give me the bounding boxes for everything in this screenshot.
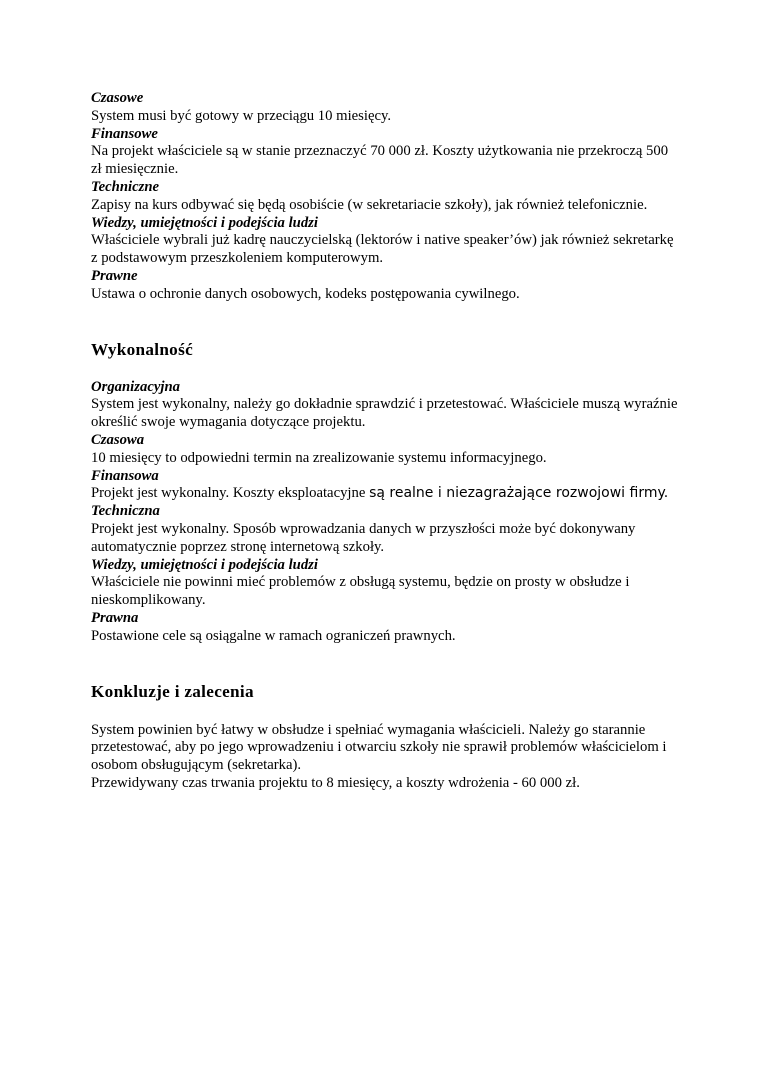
paragraph-konkluzje-1: System powinien być łatwy w obsłudze i spełniać wymagania właścicieli. Należy go starannie przetestować, aby po jego wprowadzeniu i otwarciu szkoły nie sprawił problemów właścicielom i osobom obsługującym (sekretarka). [91, 721, 667, 774]
paragraph-finansowe: Na projekt właściciele są w stanie przeznaczyć 70 000 zł. Koszty użytkowania nie przekroczą 500 zł miesięcznie. [91, 143, 669, 178]
paragraph-czasowa: 10 miesięcy to odpowiedni termin na zrealizowanie systemu informacyjnego. [91, 449, 547, 466]
paragraph-techniczne: Zapisy na kurs odbywać się będą osobiście (w sekretariacie szkoły), jak również telefonicznie. [91, 196, 648, 213]
paragraph-wiedzy-2: Właściciele nie powinni mieć problemów z obsługą systemu, będzie on prosty w obsłudze i nieskomplikowany. [91, 574, 630, 609]
subheading-techniczna: Techniczna [91, 503, 160, 520]
subheading-prawna: Prawna [91, 609, 139, 626]
subheading-organizacyjna: Organizacyjna [91, 378, 180, 395]
subheading-techniczne: Techniczne [91, 178, 160, 195]
heading-wykonalnosc: Wykonalność [91, 339, 193, 359]
paragraph-organizacyjna: System jest wykonalny, należy go dokładnie sprawdzić i przetestować. Właściciele muszą wyraźnie określić swoje wymagania dotyczące projektu. [91, 396, 678, 431]
paragraph-konkluzje-2: Przewidywany czas trwania projektu to 8 miesięcy, a koszty wdrożenia - 60 000 zł. [91, 774, 580, 791]
paragraph-prawna: Postawione cele są osiągalne w ramach ograniczeń prawnych. [91, 627, 456, 644]
subheading-finansowe: Finansowe [91, 125, 158, 142]
paragraph-wiedzy: Właściciele wybrali już kadrę nauczycielską (lektorów i native speaker’ów) jak również sekretarkę z podstawowym przeszkoleniem komputerowym. [91, 232, 674, 267]
finansowa-text-serif: Projekt jest wykonalny. Koszty eksploatacyjne [91, 485, 370, 502]
subheading-finansowa: Finansowa [91, 467, 159, 484]
paragraph-prawne: Ustawa o ochronie danych osobowych, kodeks postępowania cywilnego. [91, 285, 520, 302]
subheading-prawne: Prawne [91, 267, 138, 284]
subheading-wiedzy: Wiedzy, umiejętności i podejścia ludzi [91, 214, 318, 231]
paragraph-czasowe: System musi być gotowy w przeciągu 10 miesięcy. [91, 107, 392, 124]
finansowa-text-sans: są realne i niezagrażające rozwojowi firmy. [369, 485, 669, 502]
paragraph-techniczna: Projekt jest wykonalny. Sposób wprowadzania danych w przyszłości może być dokonywany automatycznie poprzez stronę internetową szkoły. [91, 520, 636, 555]
subheading-czasowe: Czasowe [91, 90, 144, 106]
heading-konkluzje: Konkluzje i zalecenia [91, 681, 254, 701]
subheading-czasowa: Czasowa [91, 431, 145, 448]
subheading-wiedzy-2: Wiedzy, umiejętności i podejścia ludzi [91, 556, 318, 573]
paragraph-finansowa [91, 485, 680, 521]
